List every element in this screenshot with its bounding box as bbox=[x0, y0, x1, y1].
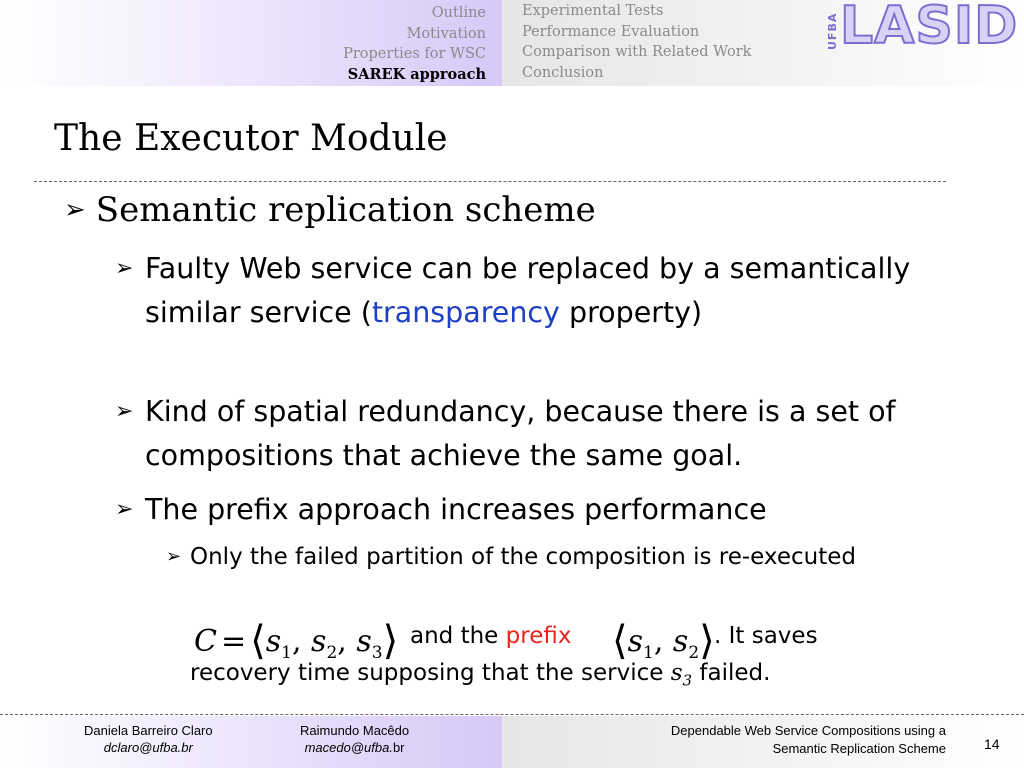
nav-conclusion[interactable]: Conclusion bbox=[522, 64, 604, 81]
arrow-bullet-icon: ➢ bbox=[115, 256, 134, 281]
service-index: 3 bbox=[682, 671, 693, 690]
bullet-level3-partition bbox=[166, 538, 910, 576]
arrow-bullet-icon: ➢ bbox=[166, 546, 182, 567]
footer-title-line1: Dependable Web Service Compositions using a bbox=[670, 723, 946, 738]
formula-s: s bbox=[265, 624, 282, 659]
footer-presentation-title bbox=[671, 722, 946, 758]
bullet-level2-transparency bbox=[115, 247, 935, 335]
nav-performance-evaluation[interactable]: Performance Evaluation bbox=[522, 23, 700, 40]
page-number: 14 bbox=[984, 736, 1000, 752]
formula-s: s bbox=[672, 624, 689, 659]
formula-s: s bbox=[627, 624, 644, 659]
author-2-email: macedo@ufba. bbox=[304, 740, 393, 755]
saves-text: . It saves bbox=[714, 623, 818, 649]
bullet-text: Only the failed partition of the composition is re-executed bbox=[190, 544, 856, 570]
author-2 bbox=[300, 722, 409, 756]
composition-formula: $C = ⟨s_1$, $s_2$, $s_3⟩$ bbox=[194, 618, 399, 664]
transparency-highlight: transparency bbox=[371, 296, 560, 329]
lasid-logo-text: LASID bbox=[840, 0, 1019, 56]
formula-index: 2 bbox=[688, 643, 700, 663]
and-the-label: and the bbox=[410, 623, 499, 649]
prefix-highlight: prefix bbox=[505, 623, 572, 649]
nav-sarek-approach-current[interactable]: SAREK approach bbox=[347, 65, 486, 83]
formula-s: s bbox=[311, 624, 327, 659]
recovery-pre: recovery time supposing that the service bbox=[190, 660, 664, 686]
arrow-bullet-icon: ➢ bbox=[115, 399, 134, 424]
author-1 bbox=[84, 722, 213, 756]
bullet-text: The prefix approach increases performance bbox=[145, 493, 767, 526]
recovery-text bbox=[190, 660, 770, 690]
author-2-email-tld: br bbox=[392, 740, 405, 755]
section-nav-left bbox=[343, 3, 486, 85]
slide-title: The Executor Module bbox=[54, 118, 448, 159]
formula-c: C bbox=[194, 624, 217, 659]
author-1-name: Daniela Barreiro Claro bbox=[84, 723, 213, 738]
bullet-level2-redundancy bbox=[115, 390, 935, 478]
nav-experimental-tests[interactable]: Experimental Tests bbox=[522, 3, 664, 19]
nav-outline[interactable]: Outline bbox=[431, 5, 486, 21]
footer-divider bbox=[0, 714, 1024, 715]
footer-title-line2: Semantic Replication Scheme bbox=[772, 741, 946, 756]
section-nav-right bbox=[522, 1, 751, 83]
nav-properties-for-wsc[interactable]: Properties for WSC bbox=[343, 46, 486, 62]
bullet-level1 bbox=[64, 190, 596, 230]
footer-left-panel bbox=[0, 716, 502, 768]
recovery-post: failed. bbox=[699, 660, 771, 686]
nav-motivation[interactable]: Motivation bbox=[406, 25, 486, 42]
arrow-bullet-icon: ➢ bbox=[64, 195, 86, 225]
formula-index: 1 bbox=[643, 643, 654, 663]
bullet-text: Kind of spatial redundancy, because there is a set of compositions that achieve the same goal. bbox=[145, 395, 896, 472]
formula-s: s bbox=[356, 624, 372, 659]
service-s: s bbox=[670, 660, 683, 686]
formula-equals: = bbox=[220, 624, 247, 659]
author-1-email: dclaro@ufba.br bbox=[103, 740, 193, 755]
prefix-formula: $⟨s_1$, $s_2⟩$ bbox=[612, 618, 715, 664]
header-nav-left-panel bbox=[0, 0, 502, 86]
formula-index: 3 bbox=[371, 643, 383, 663]
bullet-text: property) bbox=[559, 296, 703, 329]
author-2-name: Raimundo Macêdo bbox=[300, 723, 410, 738]
lasid-logo bbox=[822, 0, 1022, 56]
arrow-bullet-icon: ➢ bbox=[115, 497, 134, 522]
title-divider bbox=[34, 181, 946, 182]
nav-comparison-related-work[interactable]: Comparison with Related Work bbox=[522, 44, 752, 60]
formula-index: 1 bbox=[281, 643, 292, 663]
and-the-text bbox=[410, 623, 571, 649]
formula-index: 2 bbox=[326, 643, 338, 663]
ufba-logo-text: UFBA bbox=[826, 12, 839, 50]
bullet-text: Faulty Web service can be replaced by a semantically similar service ( bbox=[145, 252, 911, 329]
bullet-level2-prefix bbox=[115, 488, 935, 532]
bullet-level1-text: Semantic replication scheme bbox=[95, 190, 596, 230]
